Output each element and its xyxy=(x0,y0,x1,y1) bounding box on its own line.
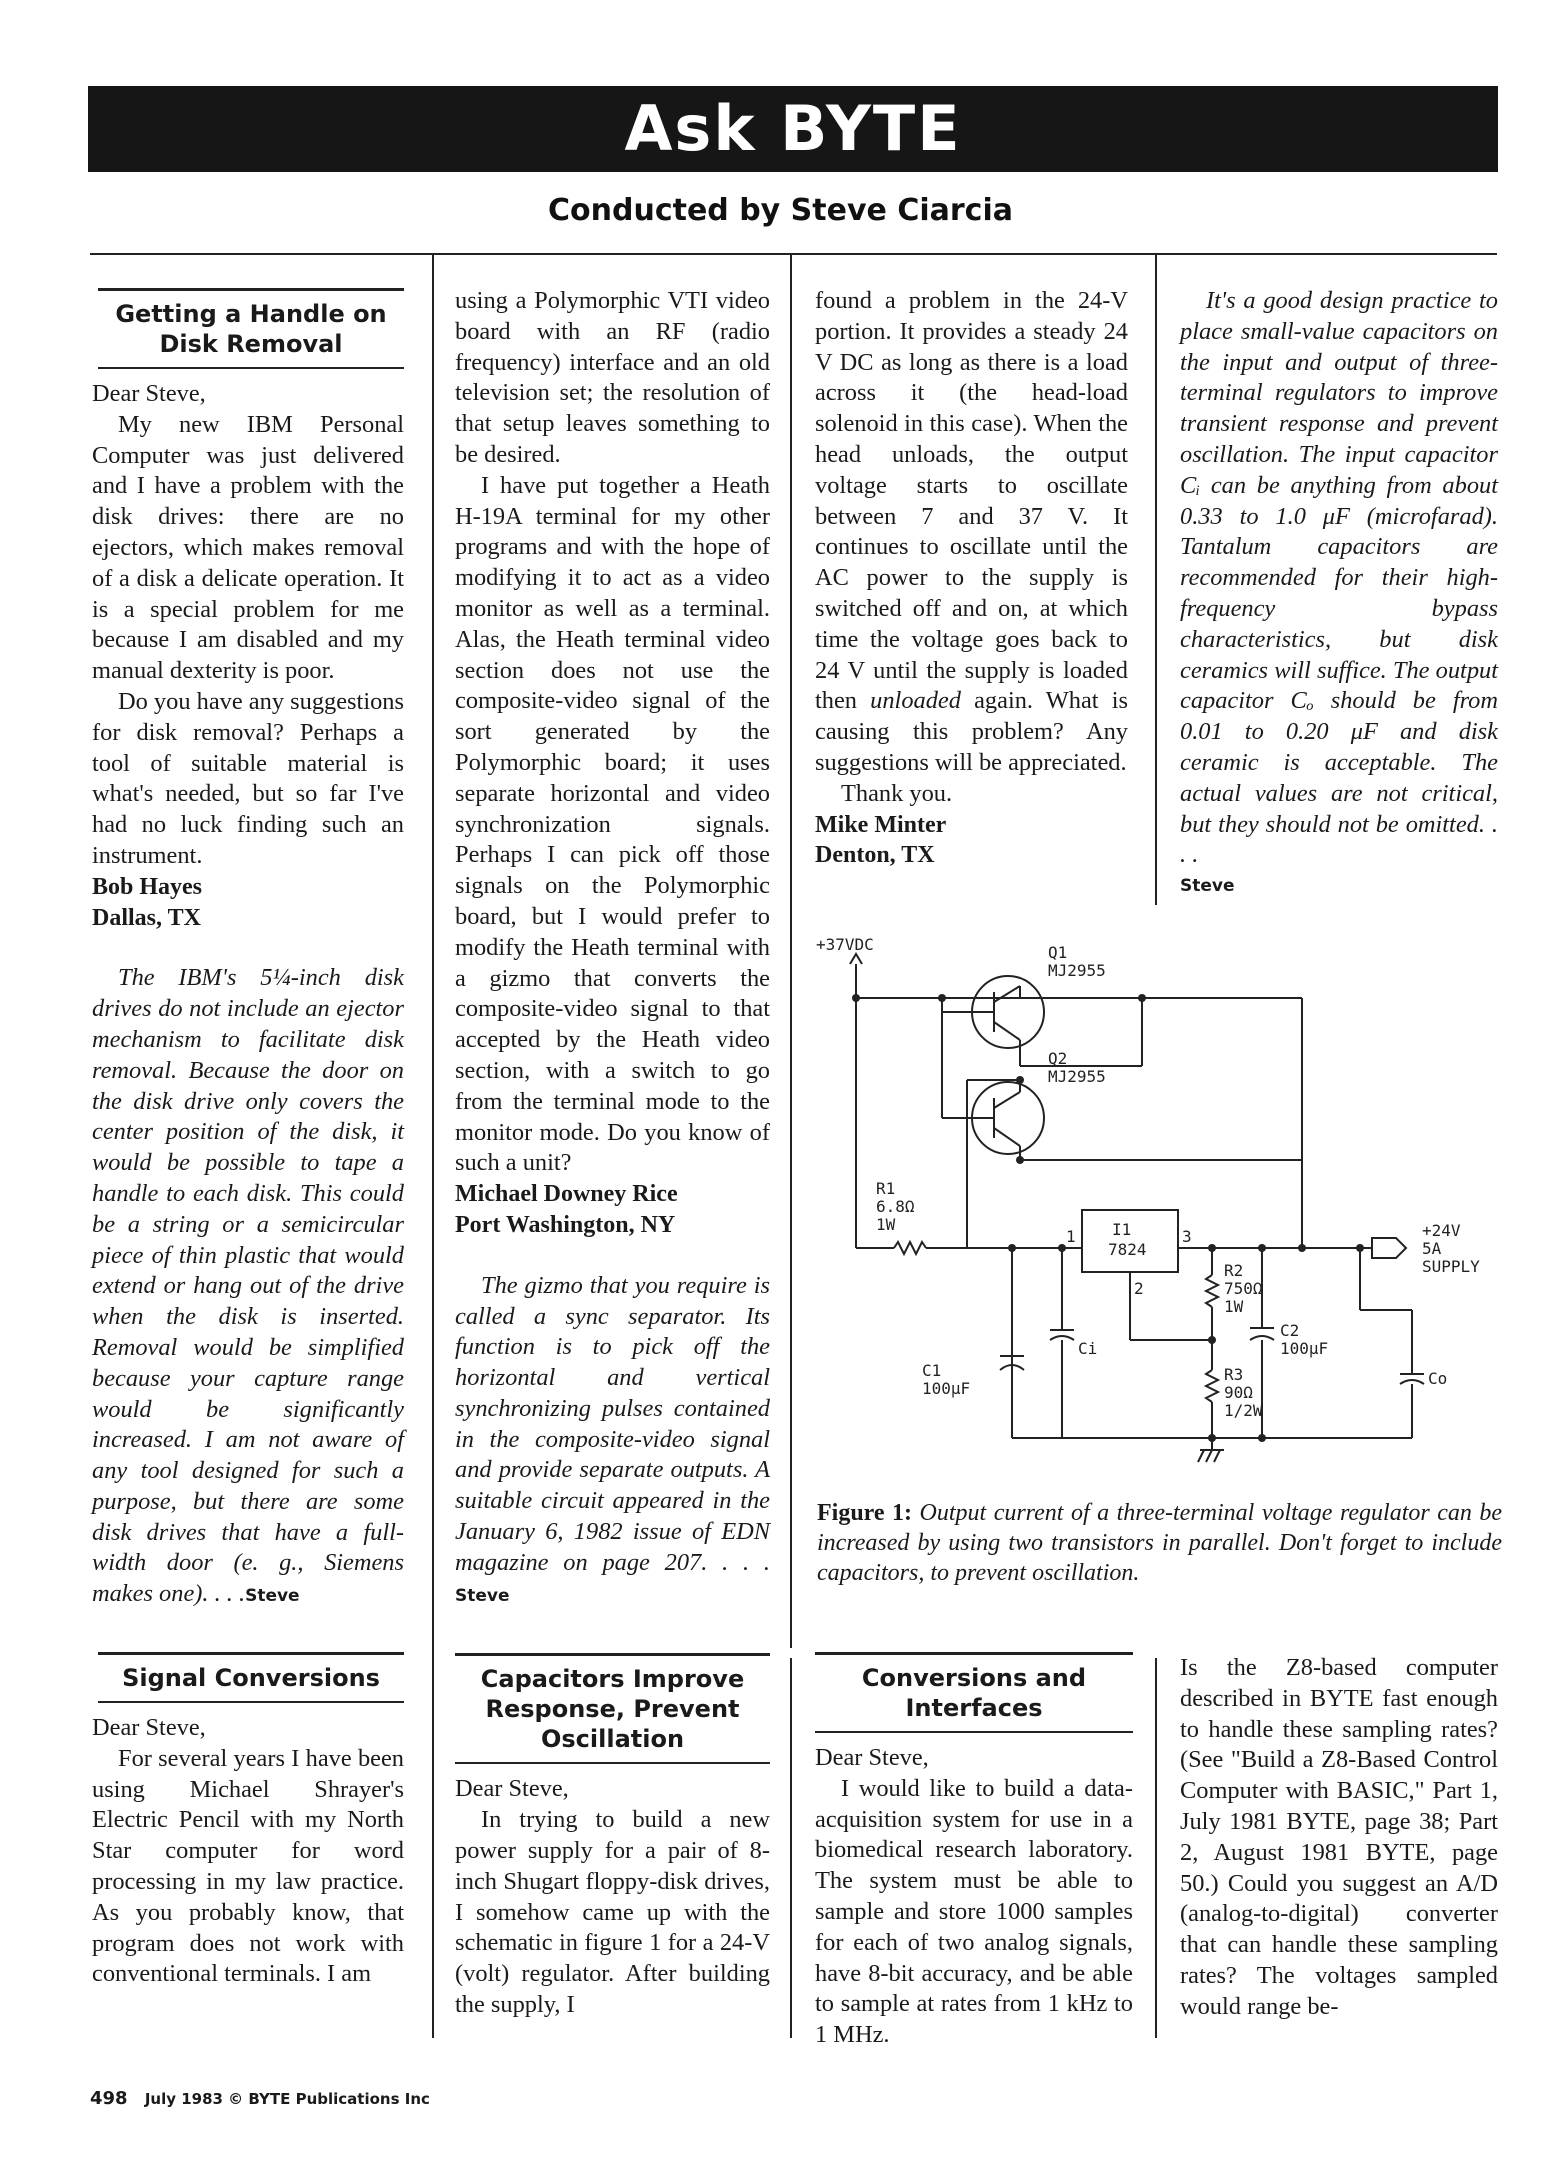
label-c1: C1 xyxy=(922,1361,942,1380)
label-c2-value: 100μF xyxy=(1280,1339,1329,1358)
letter-paragraph: I have put together a Heath H-19A terminal for my other programs and with the hope of modifying it to act as a video monitor as well as a terminal. Alas, the Heath terminal video section does not use the composite-video signal of the sort generated by the Polymorphic board; it uses separate horizontal and video synchronization signals. Perhaps I can pick off those signals on the Polymorphic board, but I would prefer to modify the Heath terminal with a gizmo that converts the composite-video signal to that accepted by the Heath video section, with a switch to go from the terminal mode to the monitor mode. Do you know of such a unit? xyxy=(455,471,770,1177)
label-r3: R3 xyxy=(1224,1365,1244,1384)
letter-paragraph: Do you have any suggestions for disk removal? Perhaps a tool of suitable material is what's needed, but so far I've had no luck finding such an instrument. xyxy=(92,687,404,869)
label-ic-part: 7824 xyxy=(1108,1240,1147,1259)
page-number: 498 xyxy=(90,2088,128,2109)
salutation: Dear Steve, xyxy=(92,1714,206,1742)
label-r3-watt: 1/2W xyxy=(1224,1401,1263,1420)
letter-paragraph: My new IBM Personal Computer was just delivered and I have a problem with the disk drives: there are no ejectors, which makes removal of a disk a delicate operation. It is a special problem for me because I am disabled and my manual dexterity is poor. xyxy=(92,410,404,685)
column-rule-1 xyxy=(432,255,434,2038)
figure-caption xyxy=(817,1498,1502,1588)
label-output-current: 5A xyxy=(1422,1239,1442,1258)
signature-name: Michael Downey Rice xyxy=(455,1181,678,1208)
signature-name: Mike Minter xyxy=(815,811,947,838)
label-c2: C2 xyxy=(1280,1321,1300,1340)
caption-label: Figure 1: xyxy=(817,1500,913,1526)
salutation: Dear Steve, xyxy=(92,380,206,407)
column-1 xyxy=(92,288,404,1990)
article-heading-conversions: Conversions and Interfaces xyxy=(815,1652,1133,1733)
label-q1: Q1 xyxy=(1048,943,1068,962)
letter-paragraph: Thank you. xyxy=(841,779,953,807)
top-rule xyxy=(90,253,1497,255)
answer-paragraph xyxy=(92,963,404,1612)
label-r1: R1 xyxy=(876,1179,896,1198)
article-heading-capacitors: Capacitors Improve Response, Prevent Oscillation xyxy=(455,1653,770,1764)
answer-paragraph: It's a good design practice to place small-value capacitors on the input and output of three-terminal regulators to improve transient response and prevent oscillation. The input capacitor Cᵢ can be anything from about 0.33 to 1.0 μF (microfarad). Tantalum capacitors are recommended for their high-frequency bypass characteristics, but disk ceramics will suffice. The output capacitor Cₒ should be from 0.01 to 0.20 μF and disk ceramic is acceptable. The actual values are not critical, but they should not be omitted. . . . xyxy=(1180,287,1498,869)
circuit-schematic xyxy=(812,930,1502,1475)
article-heading-disk-removal: Getting a Handle on Disk Removal xyxy=(98,288,404,369)
label-ci: Ci xyxy=(1078,1339,1098,1358)
label-ic: I1 xyxy=(1112,1220,1132,1239)
answer-signature: Steve xyxy=(245,1586,300,1607)
column-rule-2 xyxy=(790,255,792,1648)
column-3-bottom xyxy=(815,1652,1133,2051)
label-r2-watt: 1W xyxy=(1224,1297,1244,1316)
article-heading-signal-conversions: Signal Conversions xyxy=(98,1652,404,1703)
salutation: Dear Steve, xyxy=(815,1744,929,1771)
section-title: Ask BYTE xyxy=(624,92,962,165)
footer-text: July 1983 © BYTE Publications Inc xyxy=(144,2090,430,2108)
column-rule-4 xyxy=(790,1658,792,2038)
letter-paragraph: I would like to build a data-acquisition system for use in a biomedical research laboratory. The system must be able to sample and store 1000 samples for each of two analog signals, have 8-bit accuracy, and be able to sample at rates from 1 kHz to 1 MHz. xyxy=(815,1774,1133,2049)
header-banner xyxy=(88,86,1498,172)
label-pin-1: 1 xyxy=(1066,1227,1076,1246)
signature-name: Bob Hayes xyxy=(92,873,203,900)
letter-paragraph: In trying to build a new power supply for a pair of 8-inch Shugart floppy-disk drives, I somehow came up with the schematic in figure 1 for a 24-V (volt) regulator. After building the supply, I xyxy=(455,1806,770,2019)
subtitle: Conducted by Steve Ciarcia xyxy=(548,193,1013,228)
column-rule-5 xyxy=(1155,1658,1157,2038)
caption-text: Output current of a three-terminal voltage regulator can be increased by using two transistors in parallel. Don't forget to include capacitors, to prevent oscillation. xyxy=(817,1500,1503,1586)
label-pin-3: 3 xyxy=(1182,1227,1192,1246)
page-footer xyxy=(90,2088,430,2109)
column-4-bottom xyxy=(1180,1653,1498,2023)
letter-paragraph: For several years I have been using Michael Shrayer's Electric Pencil with my North Star computer for word processing in my law practice. As you probably know, that program does not work with conventional terminals. I am xyxy=(92,1744,404,1988)
signature-place: Port Washington, NY xyxy=(455,1211,676,1238)
label-r1-value: 6.8Ω xyxy=(876,1197,915,1216)
letter-paragraph: using a Polymorphic VTI video board with an RF (radio frequency) interface and an old television set; the resolution of that setup leaves something to be desired. xyxy=(455,287,770,468)
label-r2: R2 xyxy=(1224,1261,1244,1280)
emphasis: unloaded xyxy=(870,687,961,715)
label-r1-watt: 1W xyxy=(876,1215,896,1234)
answer-paragraph xyxy=(455,1271,770,1612)
label-r2-value: 750Ω xyxy=(1224,1279,1263,1298)
label-q2-part: MJ2955 xyxy=(1048,1067,1106,1086)
signature-place: Denton, TX xyxy=(815,842,935,869)
label-pin-2: 2 xyxy=(1134,1279,1144,1298)
answer-text: The IBM's 5¼-inch disk drives do not include an ejector mechanism to facilitate disk removal. Because the door on the disk drive only covers the center position of the disk, it would be possible to tape a handle to each disk. This could be a string or a semicircular piece of thin plastic that would extend or hang out of the drive when the disk is inserted. Removal would be simplified because your capture range would be significantly increased. I am not aware of any tool designed for such a purpose, but there are some disk drives that have a full-width door (e. g., Siemens makes one). . . . xyxy=(92,964,404,1608)
label-co: Co xyxy=(1428,1369,1448,1388)
letter-paragraph: Is the Z8-based computer described in BYTE fast enough to handle these sampling rates? (See "Build a Z8-Based Control Computer with BASIC," Part 1, July 1981 BYTE, page 38; Part 2, August 1981 BYTE, page 50.) Could you suggest an A/D (analog-to-digital) converter that can handle these sampling rates? The voltages sampled would range be- xyxy=(1180,1654,1498,2020)
label-r3-value: 90Ω xyxy=(1224,1383,1253,1402)
column-3 xyxy=(815,286,1128,871)
label-c1-value: 100μF xyxy=(922,1379,971,1398)
label-q1-part: MJ2955 xyxy=(1048,961,1106,980)
salutation: Dear Steve, xyxy=(455,1775,569,1803)
label-q2: Q2 xyxy=(1048,1049,1068,1068)
label-output-voltage: +24V xyxy=(1422,1221,1461,1240)
answer-text: The gizmo that you require is called a sync separator. Its function is to pick off the horizontal and vertical synchronizing pulses contained in the composite-video signal and provide separate outputs. A suitable circuit appeared in the January 6, 1982 issue of EDN magazine on page 207. . . . xyxy=(455,1271,770,1576)
answer-signature: Steve xyxy=(1180,876,1235,897)
column-2 xyxy=(455,286,770,2021)
label-output-supply: SUPPLY xyxy=(1422,1257,1480,1276)
letter-paragraph: found a problem in the 24-V portion. It provides a steady 24 V DC as long as there is a load across it (the head-load solenoid in this case). When the head unloads, the output voltage starts to oscillate between 7 and 37 V. It continues to oscillate until the AC power to the supply is switched off and on, at which time the voltage goes back to 24 V until the supply is loaded then unloaded again. What is causing this problem? Any suggestions will be appreciated. xyxy=(815,287,1128,776)
column-4 xyxy=(1180,286,1498,902)
signature-place: Dallas, TX xyxy=(92,904,201,931)
answer-signature: Steve xyxy=(455,1585,510,1606)
label-input-voltage: +37VDC xyxy=(816,935,874,954)
column-rule-3 xyxy=(1155,255,1157,905)
